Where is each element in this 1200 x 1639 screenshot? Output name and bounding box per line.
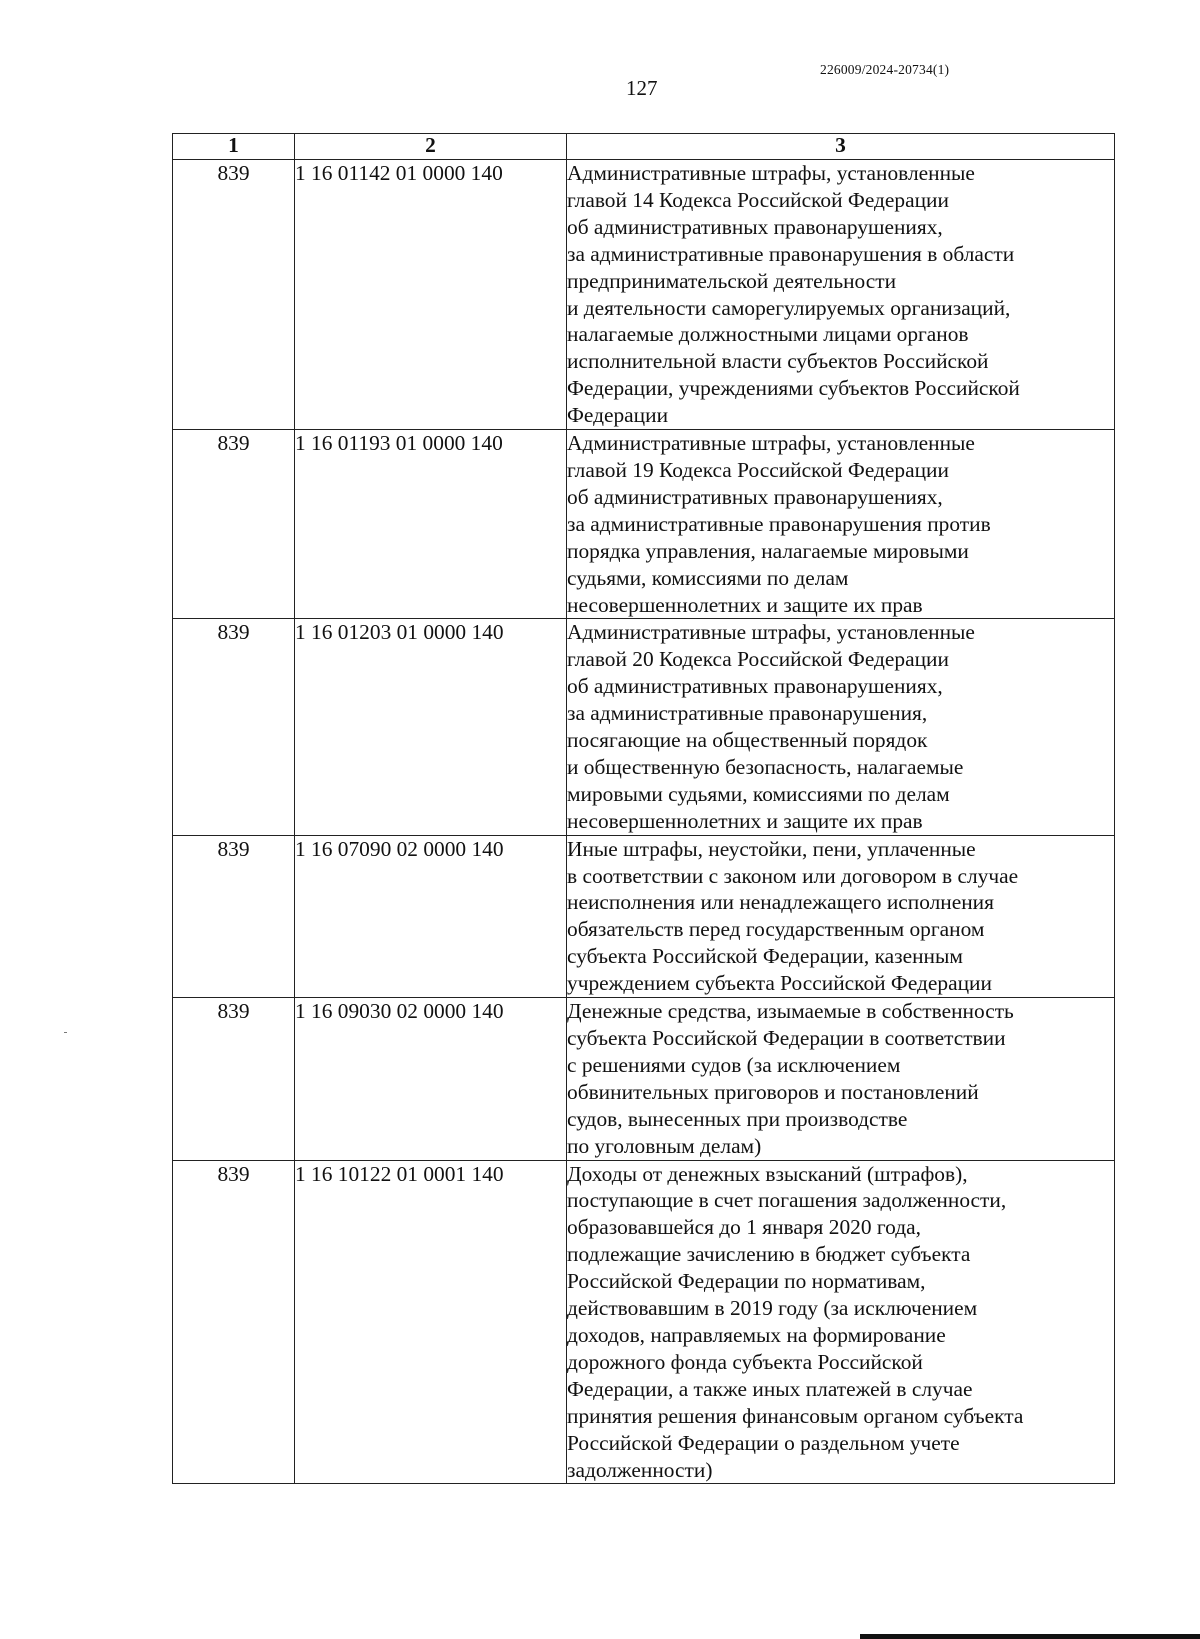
description-line: Российской Федерации по нормативам, [567, 1269, 926, 1294]
description-line: Административные штрафы, установленные [567, 431, 975, 456]
description-line: судов, вынесенных при производстве [567, 1106, 908, 1131]
budget-code-cell: 1 16 01203 01 0000 140 [295, 619, 567, 835]
description-line: действовавшим в 2019 году (за исключением [567, 1296, 978, 1321]
description-line: обвинительных приговоров и постановлений [567, 1079, 979, 1104]
description-line: за административные правонарушения, [567, 701, 928, 726]
column-header-2: 2 [295, 134, 567, 160]
table-row [173, 160, 1115, 430]
description-line: доходов, направляемых на формирование [567, 1322, 946, 1347]
description-line: задолженности) [567, 1457, 713, 1482]
budget-code-cell: 1 16 07090 02 0000 140 [295, 835, 567, 997]
description-line: посягающие на общественный порядок [567, 728, 928, 753]
description-line: главой 20 Кодекса Российской Федерации [567, 647, 949, 672]
table-row [173, 1160, 1115, 1484]
table-body [173, 160, 1115, 1484]
description-cell [567, 1160, 1115, 1484]
description-line: исполнительной власти субъектов Российской [567, 349, 989, 374]
description-line: мировыми судьями, комиссиями по делам [567, 781, 950, 806]
description-line: главой 14 Кодекса Российской Федерации [567, 187, 949, 212]
column-header-3: 3 [567, 134, 1115, 160]
description-line: Доходы от денежных взысканий (штрафов), [567, 1161, 968, 1186]
description-line: Административные штрафы, установленные [567, 161, 975, 185]
description-line: учреждением субъекта Российской Федерации [567, 971, 992, 996]
description-line: и деятельности саморегулируемых организаций, [567, 295, 1011, 320]
description-line: обязательств перед государственным органом [567, 917, 985, 942]
description-line: порядка управления, налагаемые мировыми [567, 538, 969, 563]
description-line: главой 19 Кодекса Российской Федерации [567, 457, 949, 482]
description-line: за административные правонарушения против [567, 511, 991, 536]
budget-code-cell: 1 16 01193 01 0000 140 [295, 430, 567, 619]
description-line: Административные штрафы, установленные [567, 620, 975, 645]
description-line: Российской Федерации о раздельном учете [567, 1430, 960, 1455]
budget-code-cell: 1 16 09030 02 0000 140 [295, 998, 567, 1160]
description-line: образовавшейся до 1 января 2020 года, [567, 1215, 921, 1240]
description-cell [567, 430, 1115, 619]
description-line: субъекта Российской Федерации в соответствии [567, 1026, 1006, 1050]
description-line: субъекта Российской Федерации, казенным [567, 944, 963, 969]
description-line: Федерации [567, 403, 669, 428]
column-header-1: 1 [173, 134, 295, 160]
admin-code-cell: 839 [173, 1160, 295, 1484]
description-line: об административных правонарушениях, [567, 484, 943, 509]
description-cell [567, 835, 1115, 997]
description-line: дорожного фонда субъекта Российской [567, 1349, 923, 1374]
description-line: и общественную безопасность, налагаемые [567, 754, 964, 779]
table-row [173, 619, 1115, 835]
description-cell [567, 998, 1115, 1160]
description-line: несовершеннолетних и защите их прав [567, 808, 923, 833]
description-line: несовершеннолетних и защите их прав [567, 592, 923, 617]
table-row [173, 835, 1115, 997]
description-cell [567, 619, 1115, 835]
description-line: в соответствии с законом или договором в случае [567, 863, 1019, 888]
description-line: предпринимательской деятельности [567, 268, 897, 293]
admin-code-cell: 839 [173, 998, 295, 1160]
budget-code-cell: 1 16 01142 01 0000 140 [295, 160, 567, 430]
scan-edge-bar [860, 1634, 1200, 1639]
description-line: Денежные средства, изымаемые в собственность [567, 999, 1014, 1024]
description-line: по уголовным делам) [567, 1133, 762, 1158]
document-registration-number: 226009/2024-20734(1) [820, 62, 950, 77]
description-line: Иные штрафы, неустойки, пени, уплаченные [567, 836, 976, 861]
description-line: судьями, комиссиями по делам [567, 565, 849, 590]
table-row [173, 998, 1115, 1160]
admin-code-cell: 839 [173, 160, 295, 430]
admin-code-cell: 839 [173, 835, 295, 997]
description-line: об административных правонарушениях, [567, 214, 943, 239]
description-line: Федерации, а также иных платежей в случае [567, 1376, 973, 1401]
table-header [173, 134, 1115, 160]
description-line: поступающие в счет погашения задолженности, [567, 1188, 1007, 1213]
page-number: 127 [626, 76, 658, 100]
description-line: подлежащие зачислению в бюджет субъекта [567, 1242, 971, 1267]
budget-code-cell: 1 16 10122 01 0001 140 [295, 1160, 567, 1484]
description-line: налагаемые должностными лицами органов [567, 322, 969, 347]
description-line: неисполнения или ненадлежащего исполнения [567, 890, 994, 915]
scan-artifact [64, 1032, 67, 1033]
description-line: за административные правонарушения в области [567, 241, 1015, 266]
description-line: Федерации, учреждениями субъектов Российской [567, 376, 1020, 401]
description-line: принятия решения финансовым органом субъекта [567, 1403, 1024, 1428]
revenue-codes-table [172, 133, 1115, 1484]
table-header-row [173, 134, 1115, 160]
description-line: об административных правонарушениях, [567, 674, 943, 699]
admin-code-cell: 839 [173, 430, 295, 619]
admin-code-cell: 839 [173, 619, 295, 835]
description-line: с решениями судов (за исключением [567, 1052, 901, 1077]
table-row [173, 430, 1115, 619]
description-cell [567, 160, 1115, 430]
